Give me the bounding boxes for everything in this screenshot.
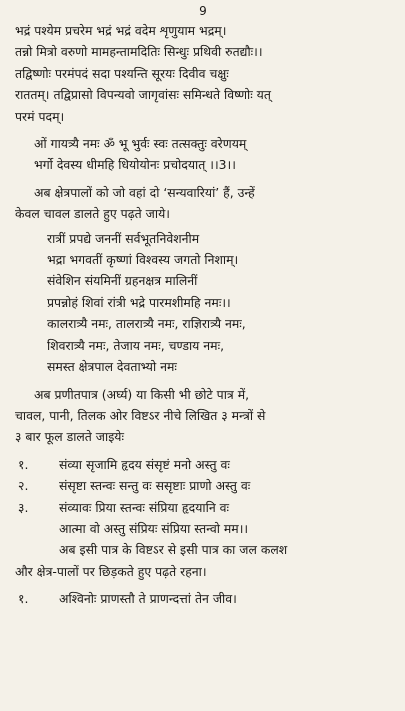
instruction-line: अब इसी पात्र के विष्टऽर से इसी पात्र का जल कलश [59,542,288,558]
verse-line: तद्विष्णोः परमंपदं सदा पश्यन्ति सूरयः दिवीव चक्षुः [15,65,229,81]
numbered-mantra [15,497,391,518]
instruction-line: और क्षेत्र-पालों पर छिड़कते हुए पढ़ते रहना। [15,563,207,579]
gayatri-mantra-line: भर्गो देवस्य धीमहि धियोयोनः प्रचोदयात् ।।3।। [34,157,236,173]
mantra-text: संसृष्टा स्तन्वः सन्तु वः ससृष्टाः प्राणो अस्तु वः [59,478,251,494]
verse-line: तन्नो मित्रो वरुणो मामहन्तामदितिः सिन्धुः प्रथिवी रुतद्यौः।। [15,44,263,60]
instruction-line: अब प्रणीतपात्र (अर्घ्य) या किसी भी छोटे पात्र में, [34,386,250,402]
ratri-sukta-line: भद्रा भगवतीं कृष्णां विश्वस्य जगतो निशाम्। [47,252,239,268]
ratri-sukta-line: प्रपन्नोहं शिवां रांत्री भद्रे पारमशीमहि नमः।। [47,294,231,310]
ratri-sukta-line: संवेशिन संयमिनीं ग्रहनक्षत्र मालिनीं [47,273,198,289]
instruction-line: ३ बार फूल डालते जाइयेः [15,429,124,445]
numbered-mantra [15,454,391,475]
ratri-sukta-line: समस्त क्षेत्रपाल देवताभ्यो नमः [47,359,177,375]
mantra-continuation: आत्मा वो अस्तु संप्रियः संप्रिया स्तन्वो मम।। [59,520,249,536]
mantra-number: २. [18,478,29,494]
mantra-number: १. [18,591,29,607]
page-number: 9 [199,4,207,18]
numbered-mantra [15,588,391,609]
verse-line: राततम्। तद्विप्रासो विपन्यवो जागृवांसः समिन्धते विष्णोः यत् [15,87,271,103]
mantra-text: अश्विनोः प्राणस्तौ ते प्राणन्दत्तां तेन जीव। [59,591,237,607]
ratri-sukta-line: रात्रीं प्रपद्ये जननीं सर्वभूतनिवेशनीम [47,230,200,246]
mantra-text: संव्यावः प्रिया स्तन्वः संप्रिया हृदयानि वः [59,499,230,515]
instruction-line: केवल चावल डालते हुए पढ़ते जाये। [15,206,170,222]
gayatri-mantra-line: ओं गायत्र्यै नमः ॐ भू भुर्वः स्वः तत्सक्तुः वरेणयम् [34,136,247,152]
ratri-sukta-line: कालरात्र्यै नमः, तालरात्र्यै नमः, राज्ञिरात्र्यै नमः, [47,316,246,332]
mantra-number: ३. [18,499,29,515]
numbered-mantra [15,475,391,496]
instruction-line: चावल, पानी, तिलक ओर विष्टऽर नीचे लिखित ३ मन्त्रों से [15,407,266,423]
instruction-line: अब क्षेत्रपालों को जो वहां दो ‘सन्यवारियां’ हैं, उन्हें [34,184,255,200]
verse-line: भद्रं पश्येम प्रचरेम भद्रं भद्रं वदेम शृणुयाम भद्रम्। [15,23,227,38]
verse-line: परमं पदम्। [15,108,65,124]
ratri-sukta-line: शिवरात्र्यै नमः, तेजाय नमः, चण्डाय नमः, [47,337,225,353]
mantra-number: १. [18,456,29,472]
mantra-text: संव्या सृजामि हृदय संसृष्टं मनो अस्तु वः [59,456,230,472]
